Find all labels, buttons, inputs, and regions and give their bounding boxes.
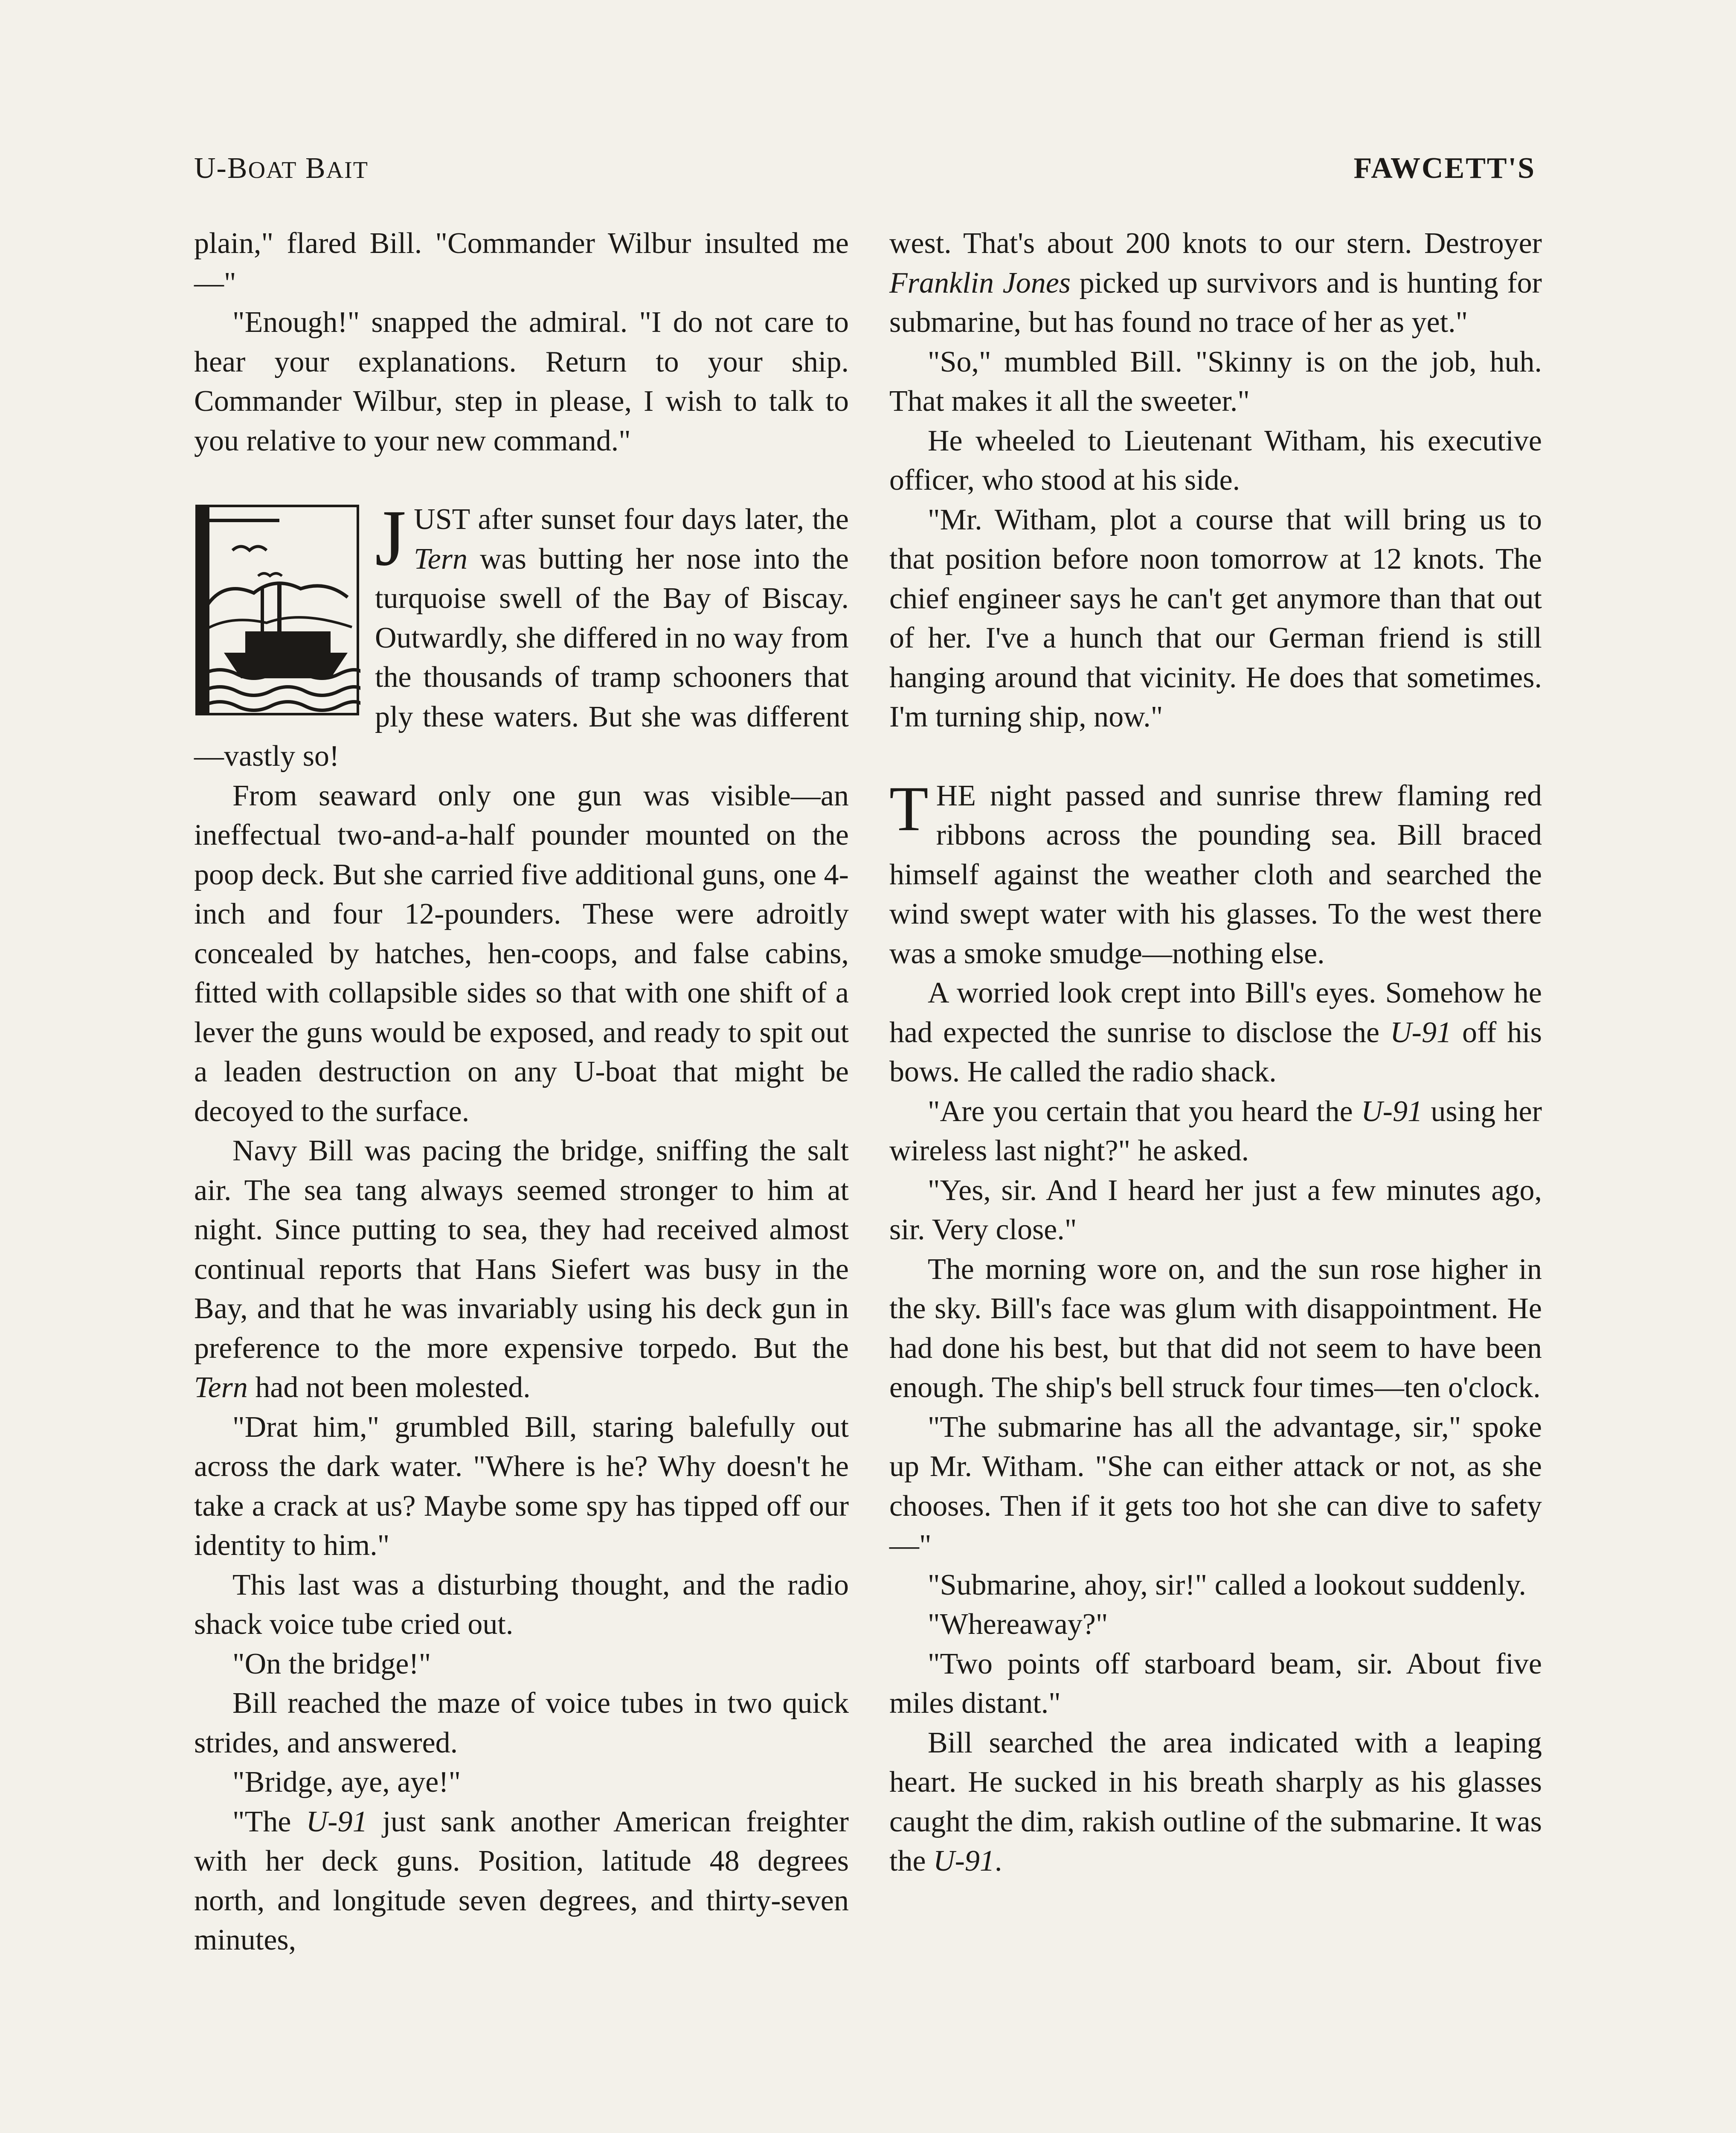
paragraph: "Mr. Witham, plot a course that will bring us to that position before noon tomorrow at 12 knots. The chief engineer says he can't get anymore than that out of her. I've a hunch that our German friend is still hanging around that vicinity. He does that sometimes. I'm turning ship, now." xyxy=(889,503,1542,733)
paragraph: west. That's about 200 knots to our stern. Destroyer Franklin Jones picked up survivors and is hunting for submarine, but has found no trace of her as yet." xyxy=(889,227,1542,339)
paragraph: Navy Bill was pacing the bridge, sniffing the salt air. The sea tang always seemed stronger to him at night. Since putting to sea, they had received almost continual reports that Hans Siefert was busy in the Bay, and that he was invariably using his deck gun in preference to the more expensive torpedo. But the Tern had not been molested. xyxy=(194,1134,849,1404)
paragraph: plain," flared Bill. "Commander Wilbur insulted me—" xyxy=(194,227,849,299)
ship-woodcut-icon xyxy=(194,503,360,717)
paragraph: "Bridge, aye, aye!" xyxy=(232,1766,461,1799)
paragraph: "Whereaway?" xyxy=(928,1608,1108,1641)
paragraph: Bill reached the maze of voice tubes in two quick strides, and answered. xyxy=(194,1687,849,1759)
paragraph: Bill searched the area indicated with a leaping heart. He sucked in his breath sharply as his glasses caught the dim, rakish outline of the submarine. It was the U-91. xyxy=(889,1726,1542,1877)
story-title-header: U-BOAT BAIT xyxy=(194,152,369,185)
paragraph: "Submarine, ahoy, sir!" called a lookout suddenly. xyxy=(928,1568,1527,1601)
paragraph: "So," mumbled Bill. "Skinny is on the job, huh. That makes it all the sweeter." xyxy=(889,345,1542,418)
paragraph: "Drat him," grumbled Bill, staring balefully out across the dark water. "Where is he? Why doesn't he take a crack at us? Maybe some spy has tipped off our identity to him." xyxy=(194,1410,849,1562)
paragraph: "Enough!" snapped the admiral. "I do not care to hear your explanations. Return to your ship. Commander Wilbur, step in please, I wish to talk to you relative to your new command." xyxy=(194,306,849,457)
paragraph: "The U-91 just sank another American freighter with her deck guns. Position, latitude 48 degrees north, and longitude seven degrees, and thirty-seven minutes, xyxy=(194,1805,849,1956)
paragraph: From seaward only one gun was visible—an ineffectual two-and-a-half pounder mounted on the poop deck. But she carried five additional guns, one 4-inch and four 12-pounders. These were adroitly concealed by hatches, hen-coops, and false cabins, fitted with collapsible sides so that with one shift of a lever the guns would be exposed, and ready to spit out a leaden destruction on any U-boat that might be decoyed to the surface. xyxy=(194,779,849,1128)
section-break xyxy=(889,737,1542,776)
running-head xyxy=(194,145,1536,192)
right-column xyxy=(889,224,1542,1881)
paragraph-with-drop-cap: THE night passed and sunrise threw flaming red ribbons across the pounding sea. Bill braced himself against the weather cloth and searched the wind swept water with his glasses. To the west there was a smoke smudge—nothing else. xyxy=(889,773,1542,970)
paragraph: He wheeled to Lieutenant Witham, his executive officer, who stood at his side. xyxy=(889,424,1542,497)
paragraph: "Are you certain that you heard the U-91 using her wireless last night?" he asked. xyxy=(889,1095,1542,1167)
paragraph: "Two points off starboard beam, sir. About five miles distant." xyxy=(889,1647,1542,1720)
paragraph: "Yes, sir. And I heard her just a few minutes ago, sir. Very close." xyxy=(889,1174,1542,1246)
paragraph: "On the bridge!" xyxy=(232,1647,431,1680)
section-break xyxy=(194,461,849,500)
drop-cap: J xyxy=(375,493,406,582)
paragraph-with-drop-cap: JUST after sunset four days later, the Tern was butting her nose into the turquoise swell of the Bay of Biscay. Outwardly, she differed in no way from the thousands of tramp schooners that ply these waters. But she was different—vastly so! xyxy=(194,493,849,773)
drop-cap: T xyxy=(889,773,929,844)
left-column xyxy=(194,224,849,1960)
paragraph: This last was a disturbing thought, and the radio shack voice tube cried out. xyxy=(194,1568,849,1641)
paragraph: A worried look crept into Bill's eyes. Somehow he had expected the sunrise to disclose the U-91 off his bows. He called the radio shack. xyxy=(889,976,1542,1088)
paragraph: The morning wore on, and the sun rose higher in the sky. Bill's face was glum with disappointment. He had done his best, but that did not seem to have been enough. The ship's bell struck four times—ten o'clock. xyxy=(889,1252,1542,1404)
magazine-title-header: FAWCETT'S xyxy=(1353,152,1536,185)
paragraph: "The submarine has all the advantage, sir," spoke up Mr. Witham. "She can either attack or not, as she chooses. Then if it gets too hot she can dive to safety—" xyxy=(889,1410,1542,1562)
